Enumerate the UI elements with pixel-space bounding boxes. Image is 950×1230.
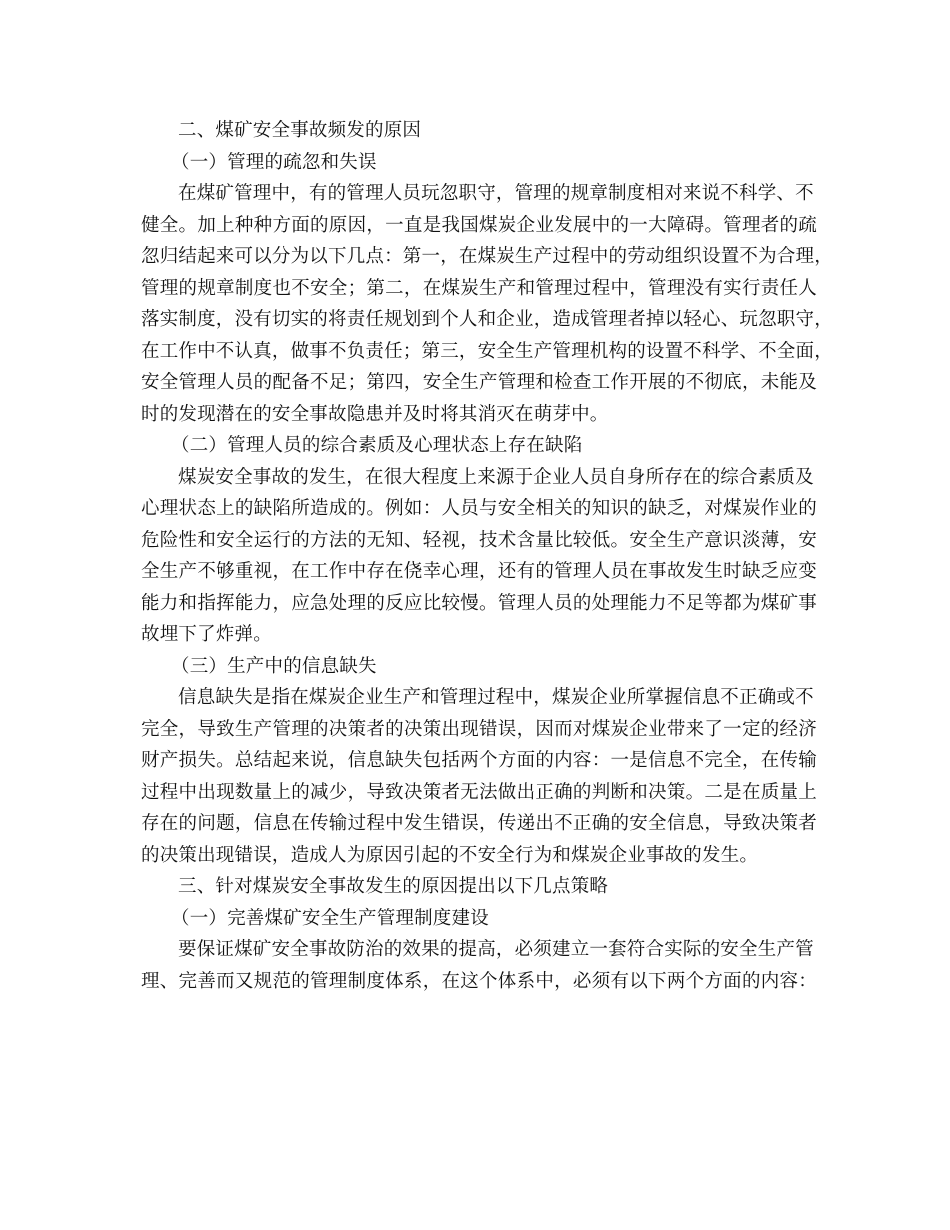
- paragraph-line: 财产损失。总结起来说，信息缺失包括两个方面的内容：一是信息不完全，在传输: [141, 750, 817, 771]
- paragraph-line: 煤炭安全事故的发生，在很大程度上来源于企业人员自身所存在的综合素质及: [178, 466, 814, 488]
- paragraph-line: 存在的问题，信息在传输过程中发生错误，传递出不正确的安全信息，导致决策者: [141, 813, 817, 834]
- paragraph-line: 信息缺失是指在煤炭企业生产和管理过程中，煤炭企业所掌握信息不正确或不: [178, 687, 814, 708]
- subsection-heading: （二）管理人员的综合素质及心理状态上存在缺陷: [171, 435, 583, 456]
- paragraph-line: 理、完善而又规范的管理制度体系，在这个体系中，必须有以下两个方面的内容：: [141, 970, 817, 992]
- paragraph-line: 落实制度，没有切实的将责任规划到个人和企业，造成管理者掉以轻心、玩忽职守，: [141, 309, 833, 330]
- paragraph-line: 安全管理人员的配备不足；第四，安全生产管理和检查工作开展的不彻底，未能及: [141, 372, 817, 393]
- paragraph-line: 完全，导致生产管理的决策者的决策出现错误，因而对煤炭企业带来了一定的经济: [141, 718, 817, 740]
- paragraph-line: 时的发现潜在的安全事故隐患并及时将其消灭在萌芽中。: [141, 403, 609, 425]
- paragraph-line: 的决策出现错误，造成人为原因引起的不安全行为和煤炭企业事故的发生。: [141, 844, 759, 866]
- document-body: [141, 115, 833, 997]
- paragraph-line: 在煤矿管理中，有的管理人员玩忽职守，管理的规章制度相对来说不科学、不: [178, 183, 814, 204]
- paragraph-line: 能力和指挥能力，应急处理的反应比较慢。管理人员的处理能力不足等都为煤矿事: [141, 592, 817, 614]
- section-heading: 二、煤矿安全事故频发的原因: [178, 120, 422, 141]
- paragraph-line: 管理的规章制度也不安全；第二，在煤炭生产和管理过程中，管理没有实行责任人: [141, 277, 817, 299]
- paragraph-line: 在工作中不认真，做事不负责任；第三，安全生产管理机构的设置不科学、不全面，: [141, 340, 833, 362]
- paragraph-line: 心理状态上的缺陷所造成的。例如：人员与安全相关的知识的缺乏，对煤炭作业的: [141, 498, 817, 519]
- paragraph-line: 健全。加上种种方面的原因，一直是我国煤炭企业发展中的一大障碍。管理者的疏: [141, 214, 817, 236]
- section-heading: 三、针对煤炭安全事故发生的原因提出以下几点策略: [178, 876, 609, 897]
- paragraph-line: 要保证煤矿安全事故防治的效果的提高，必须建立一套符合实际的安全生产管: [178, 939, 814, 960]
- subsection-heading: （一）管理的疏忽和失误: [171, 151, 377, 173]
- paragraph-line: 故埋下了炸弹。: [141, 624, 272, 645]
- subsection-heading: （一）完善煤矿安全生产管理制度建设: [171, 907, 489, 929]
- paragraph-line: 全生产不够重视，在工作中存在侥幸心理，还有的管理人员在事故发生时缺乏应变: [141, 561, 817, 582]
- paragraph-line: 忽归结起来可以分为以下几点：第一，在煤炭生产过程中的劳动组织设置不为合理，: [141, 246, 833, 267]
- subsection-heading: （三）生产中的信息缺失: [171, 655, 377, 677]
- paragraph-line: 过程中出现数量上的减少，导致决策者无法做出正确的判断和决策。二是在质量上: [141, 781, 817, 803]
- paragraph-line: 危险性和安全运行的方法的无知、轻视，技术含量比较低。安全生产意识淡薄，安: [141, 529, 817, 551]
